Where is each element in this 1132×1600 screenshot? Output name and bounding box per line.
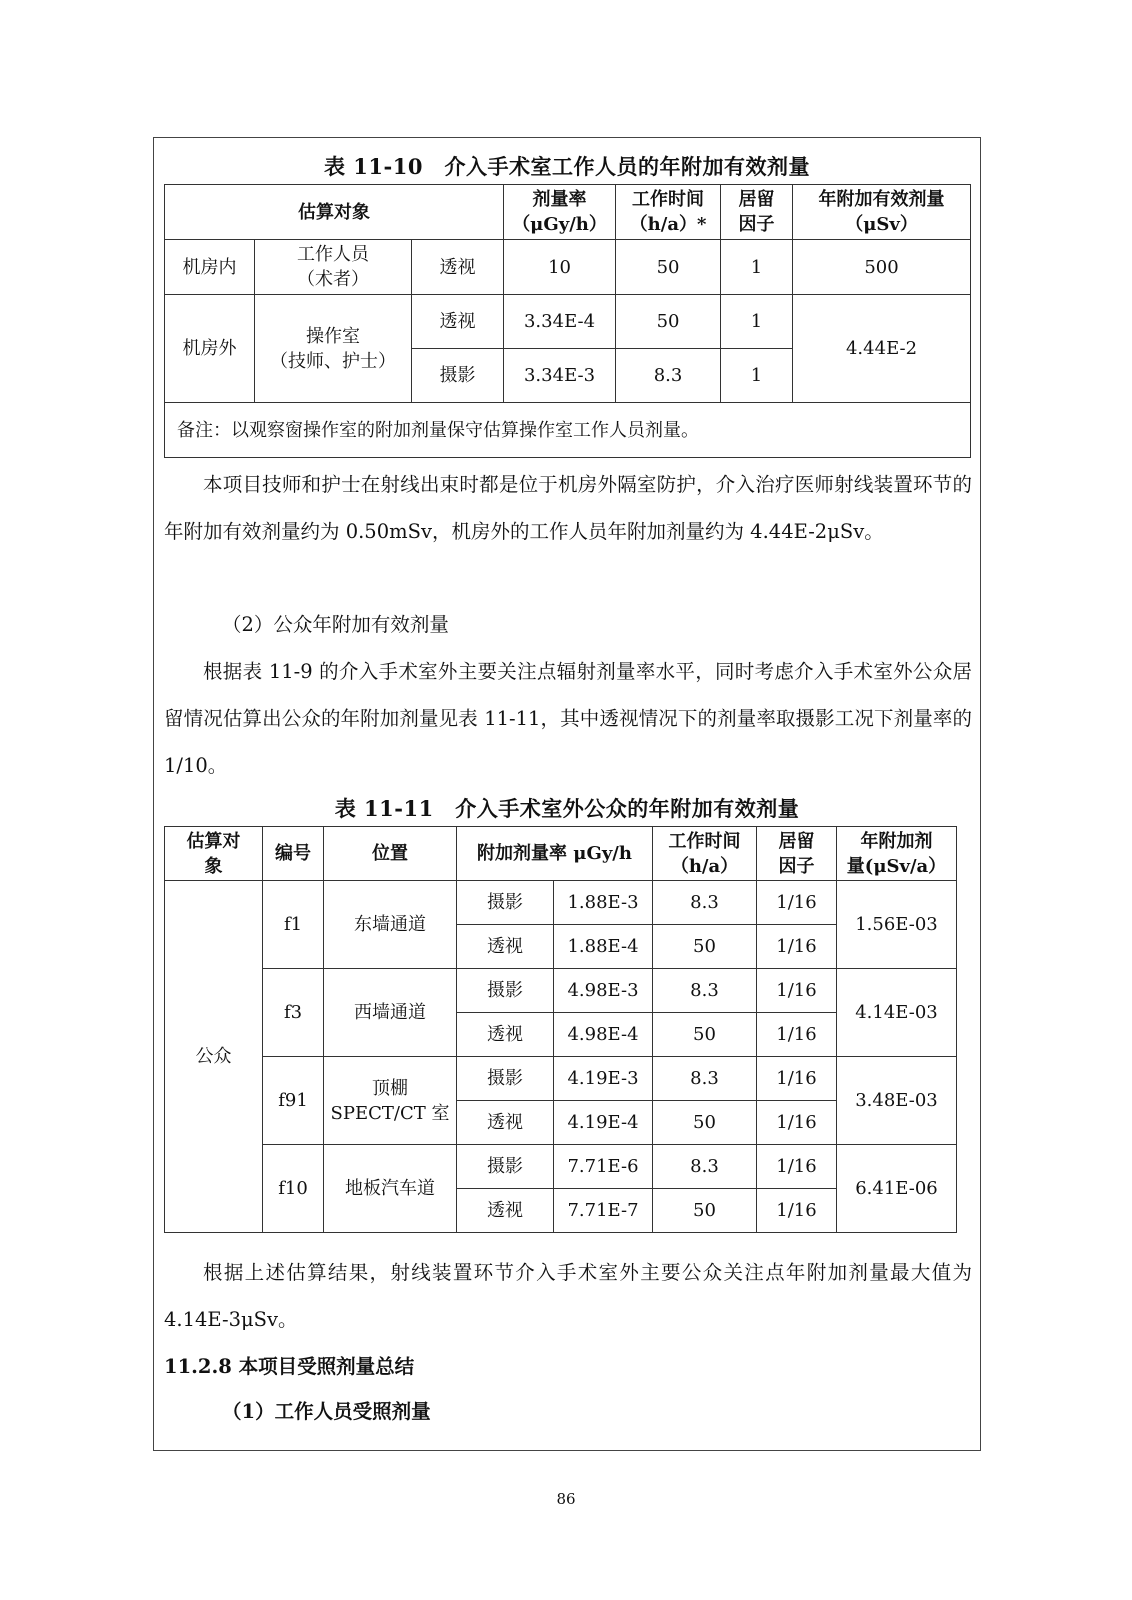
cell-id: f3 xyxy=(263,969,324,1057)
cell-factor: 1/16 xyxy=(757,1101,837,1145)
cell-location: 机房内 xyxy=(165,240,255,295)
cell-rate: 3.34E-3 xyxy=(504,349,616,403)
cell-mode: 摄影 xyxy=(457,969,554,1013)
header-time: 工作时间 （h/a） xyxy=(653,827,757,881)
table-row xyxy=(165,1145,957,1189)
table-11-10-caption: 表 11-10 介入手术室工作人员的年附加有效剂量 xyxy=(324,154,810,179)
cell-mode: 摄影 xyxy=(457,1057,554,1101)
table-11-11 xyxy=(164,826,957,1233)
cell-time: 50 xyxy=(616,295,721,349)
header-target: 估算对 象 xyxy=(165,827,263,881)
header-rate: 剂量率 （μGy/h） xyxy=(504,185,616,240)
paragraph: 本项目技师和护士在射线出束时都是位于机房外隔室防护，介入治疗医师射线装置环节的年附加有效剂量约为 0.50mSv，机房外的工作人员年附加剂量约为 4.44E-2μSv。 xyxy=(164,473,972,543)
cell-rate: 7.71E-7 xyxy=(554,1189,653,1233)
header-factor: 居留 因子 xyxy=(721,185,793,240)
cell-person: 工作人员 （术者） xyxy=(255,240,412,295)
cell-time: 8.3 xyxy=(653,1057,757,1101)
cell-id: f1 xyxy=(263,881,324,969)
page-frame xyxy=(153,137,981,1451)
cell-id: f10 xyxy=(263,1145,324,1233)
cell-factor: 1 xyxy=(721,240,793,295)
cell-factor: 1/16 xyxy=(757,1013,837,1057)
cell-time: 8.3 xyxy=(653,969,757,1013)
cell-target: 公众 xyxy=(165,881,263,1233)
cell-rate: 1.88E-3 xyxy=(554,881,653,925)
cell-rate: 1.88E-4 xyxy=(554,925,653,969)
cell-factor: 1 xyxy=(721,295,793,349)
cell-rate: 4.19E-4 xyxy=(554,1101,653,1145)
table-row xyxy=(165,969,957,1013)
cell-factor: 1 xyxy=(721,349,793,403)
cell-rate: 7.71E-6 xyxy=(554,1145,653,1189)
cell-rate: 3.34E-4 xyxy=(504,295,616,349)
cell-factor: 1/16 xyxy=(757,881,837,925)
cell-time: 50 xyxy=(653,925,757,969)
cell-location: 东墙通道 xyxy=(324,881,457,969)
page-number: 86 xyxy=(556,1490,576,1508)
cell-id: f91 xyxy=(263,1057,324,1145)
table-note: 备注：以观察窗操作室的附加剂量保守估算操作室工作人员剂量。 xyxy=(165,403,971,458)
cell-mode: 摄影 xyxy=(457,1145,554,1189)
cell-dose: 4.44E-2 xyxy=(793,295,971,403)
header-id: 编号 xyxy=(263,827,324,881)
cell-factor: 1/16 xyxy=(757,1189,837,1233)
header-rate: 附加剂量率 μGy/h xyxy=(457,827,653,881)
cell-mode: 摄影 xyxy=(457,881,554,925)
cell-dose: 4.14E-03 xyxy=(837,969,957,1057)
header-factor: 居留 因子 xyxy=(757,827,837,881)
header-target: 估算对象 xyxy=(165,185,504,240)
paragraph: 根据上述估算结果，射线装置环节介入手术室外主要公众关注点年附加剂量最大值为 4.14E-3μSv。 xyxy=(164,1261,972,1331)
cell-location: 地板汽车道 xyxy=(324,1145,457,1233)
cell-dose: 500 xyxy=(793,240,971,295)
cell-mode: 透视 xyxy=(412,240,504,295)
cell-location: 机房外 xyxy=(165,295,255,403)
cell-location: 顶棚 SPECT/CT 室 xyxy=(324,1057,457,1145)
table-row xyxy=(165,240,971,295)
cell-factor: 1/16 xyxy=(757,925,837,969)
header-time: 工作时间 （h/a）* xyxy=(616,185,721,240)
cell-rate: 4.98E-3 xyxy=(554,969,653,1013)
cell-mode: 透视 xyxy=(457,1101,554,1145)
paragraph: 根据表 11-9 的介入手术室外主要关注点辐射剂量率水平，同时考虑介入手术室外公众居留情况估算出公众的年附加剂量见表 11-11，其中透视情况下的剂量率取摄影工况下剂量率的 1/10。 xyxy=(164,660,972,777)
cell-dose: 1.56E-03 xyxy=(837,881,957,969)
cell-factor: 1/16 xyxy=(757,1057,837,1101)
table-row xyxy=(165,295,971,349)
cell-time: 8.3 xyxy=(616,349,721,403)
subsection-heading: （1）工作人员受照剂量 xyxy=(222,1400,431,1423)
table-11-11-caption: 表 11-11 介入手术室外公众的年附加有效剂量 xyxy=(334,796,800,821)
cell-rate: 4.19E-3 xyxy=(554,1057,653,1101)
cell-rate: 4.98E-4 xyxy=(554,1013,653,1057)
section-heading: 11.2.8 本项目受照剂量总结 xyxy=(164,1355,415,1378)
cell-mode: 透视 xyxy=(457,925,554,969)
cell-time: 50 xyxy=(653,1013,757,1057)
cell-factor: 1/16 xyxy=(757,969,837,1013)
cell-time: 8.3 xyxy=(653,881,757,925)
header-location: 位置 xyxy=(324,827,457,881)
cell-time: 50 xyxy=(653,1101,757,1145)
cell-rate: 10 xyxy=(504,240,616,295)
cell-time: 8.3 xyxy=(653,1145,757,1189)
cell-mode: 透视 xyxy=(457,1189,554,1233)
cell-time: 50 xyxy=(616,240,721,295)
table-row xyxy=(165,1057,957,1101)
header-dose: 年附加有效剂量 （μSv） xyxy=(793,185,971,240)
cell-person: 操作室 （技师、护士） xyxy=(255,295,412,403)
cell-time: 50 xyxy=(653,1189,757,1233)
table-row xyxy=(165,881,957,925)
cell-mode: 透视 xyxy=(412,295,504,349)
cell-mode: 摄影 xyxy=(412,349,504,403)
cell-dose: 6.41E-06 xyxy=(837,1145,957,1233)
cell-factor: 1/16 xyxy=(757,1145,837,1189)
cell-location: 西墙通道 xyxy=(324,969,457,1057)
paragraph: （2）公众年附加有效剂量 xyxy=(222,613,449,636)
cell-dose: 3.48E-03 xyxy=(837,1057,957,1145)
table-11-10 xyxy=(164,184,971,458)
header-dose: 年附加剂 量(μSv/a） xyxy=(837,827,957,881)
cell-mode: 透视 xyxy=(457,1013,554,1057)
